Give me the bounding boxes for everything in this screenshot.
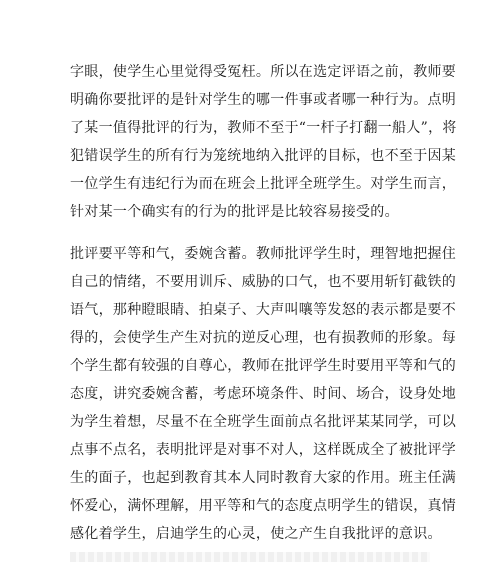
paragraph-2 — [70, 240, 457, 548]
paragraph-line: 生的面子，也起到教育其本人同时教育大家的作用。班主任满 — [70, 470, 457, 486]
paragraph-line: 得的，会使学生产生对抗的逆反心理，也有损教师的形象。每 — [70, 330, 457, 346]
paragraph-line: 了某一值得批评的行为，教师不至于“一杆子打翻一船人”，将 — [70, 120, 457, 136]
paragraph-line: 怀爱心，满怀理解，用平等和气的态度点明学生的错误，真情 — [70, 498, 457, 514]
paragraph-line: 批评要平等和气，委婉含蓄。教师批评学生时，理智地把握住 — [70, 246, 457, 262]
paragraph-line: 犯错误学生的所有行为笼统地纳入批评的目标，也不至于因某 — [70, 148, 457, 164]
paragraph-line: 针对某一个确实有的行为的批评是比较容易接受的。 — [70, 204, 399, 220]
paragraph-line: 字眼，使学生心里觉得受冤枉。所以在选定评语之前，教师要 — [70, 64, 457, 80]
paragraph-line: 一位学生有违纪行为而在班会上批评全班学生。对学生而言， — [70, 176, 457, 192]
paragraph-line: 个学生都有较强的自尊心，教师在批评学生时要用平等和气的 — [70, 358, 457, 374]
paragraph-line: 为学生着想，尽量不在全班学生面前点名批评某某同学，可以 — [70, 414, 457, 430]
paragraph-line: 语气，那种瞪眼睛、拍桌子、大声叫嚷等发怒的表示都是要不 — [70, 302, 457, 318]
paragraph-line: 自己的情绪，不要用训斥、威胁的口气，也不要用斩钉截铁的 — [70, 274, 457, 290]
paragraph-line: 点事不点名，表明批评是对事不对人，这样既成全了被批评学 — [70, 442, 457, 458]
paragraph-line: 感化着学生，启迪学生的心灵，使之产生自我批评的意识。 — [70, 526, 442, 542]
paragraph-line: 明确你要批评的是针对学生的哪一件事或者哪一种行为。点明 — [70, 92, 457, 108]
paragraph-line: 态度，讲究委婉含蓄，考虑环境条件、时间、场合，设身处地 — [70, 386, 457, 402]
cut-off-next-line — [70, 552, 430, 562]
paragraph-1 — [70, 58, 457, 226]
